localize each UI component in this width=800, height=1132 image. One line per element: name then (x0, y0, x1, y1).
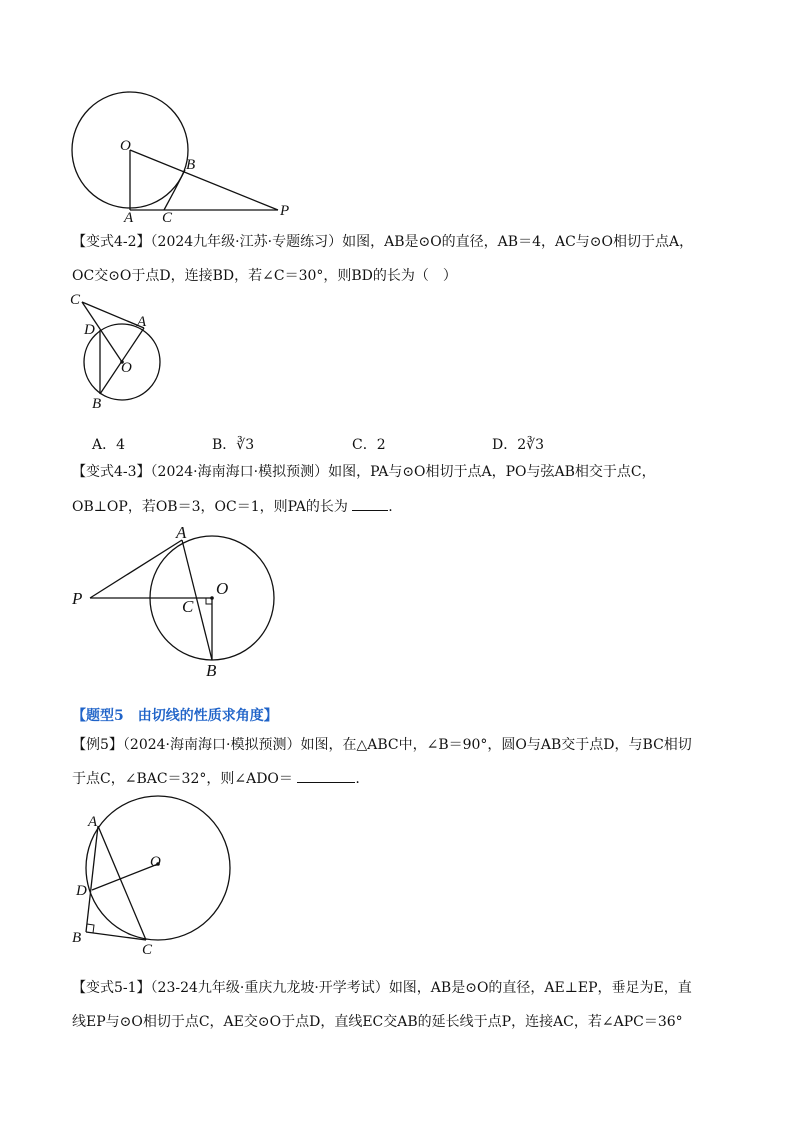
label-b: B (92, 396, 102, 412)
q43-line2 (72, 496, 393, 517)
segment-do (92, 864, 158, 890)
q42-line2 (72, 266, 457, 286)
label-o: O (216, 579, 229, 598)
label-p: P (72, 589, 83, 608)
label-c: C (182, 597, 194, 616)
label-o: O (120, 138, 131, 154)
option-a-value: 4 (116, 437, 126, 453)
arc-bc (164, 170, 185, 210)
label-d: D (84, 322, 95, 338)
q43-end: . (388, 499, 393, 515)
q42-tag: 【变式4-2】 (72, 234, 151, 250)
label-b: B (72, 930, 82, 946)
option-b-value: ∛3 (236, 437, 255, 453)
center-dot (210, 596, 214, 600)
q43-tag: 【变式4-3】 (72, 464, 151, 480)
option-a-label: A． (92, 437, 117, 453)
label-d: D (76, 883, 87, 899)
label-c: C (142, 942, 153, 958)
ex5-end: . (355, 771, 360, 787)
ex5-text1: 如图，在△ABC中，∠B＝90°，圆O与AB交于点D，与BC相切 (300, 737, 692, 753)
option-d-label: D． (492, 437, 518, 453)
option-c[interactable] (352, 434, 386, 454)
q51-text2: 线EP与⊙O相切于点C，AE交⊙O于点D，直线EC交AB的延长线于点P，连接AC，若∠APC＝36° (72, 1014, 683, 1030)
ex5-text2: 于点C，∠BAC＝32°，则∠ADO＝ (72, 771, 293, 787)
label-c: C (162, 210, 173, 225)
ex5-tag: 【例5】 (72, 737, 123, 753)
q51-text1: 如图，AB是⊙O的直径，AE⊥EP，垂足为E，直 (388, 980, 692, 996)
label-p: P (280, 203, 290, 219)
q43-line1 (72, 462, 656, 482)
q43-text1: 如图，PA与⊙O相切于点A，PO与弦AB相交于点C， (328, 464, 656, 480)
option-c-label: C． (352, 437, 377, 453)
option-d-value: 2∛3 (517, 437, 544, 453)
label-b: B (206, 661, 217, 680)
option-d[interactable] (492, 434, 544, 454)
label-a: A (137, 314, 147, 330)
q51-source: （23-24九年级·重庆九龙坡·开学考试） (150, 980, 389, 996)
figure-1-diagram (60, 90, 300, 225)
ex5-source: （2024·海南海口·模拟预测） (122, 737, 301, 753)
q43-answer-blank[interactable] (352, 496, 388, 511)
q43-text2: OB⊥OP，若OB＝3，OC＝1，则PA的长为 (72, 499, 348, 515)
option-b[interactable] (212, 434, 254, 454)
label-o: O (150, 854, 161, 870)
q43-source: （2024·海南海口·模拟预测） (150, 464, 329, 480)
label-a: A (88, 814, 98, 830)
label-c: C (70, 292, 81, 308)
label-b: B (186, 157, 196, 173)
segment-pa (90, 540, 182, 598)
segment-ab (86, 826, 98, 932)
label-o: O (121, 360, 132, 376)
ex5-line1 (72, 735, 692, 755)
q42-text1: 如图，AB是⊙O的直径，AB＝4，AC与⊙O相切于点A， (342, 234, 694, 250)
q51-line2 (72, 1012, 683, 1032)
segment-bc (86, 932, 146, 940)
option-a[interactable] (92, 434, 125, 454)
label-a: A (176, 523, 187, 542)
q51-line1 (72, 978, 692, 998)
q51-tag: 【变式5-1】 (72, 980, 151, 996)
section-heading: 【题型5 由切线的性质求角度】 (72, 708, 278, 724)
figure-2-diagram (64, 290, 174, 415)
ex5-line2 (72, 768, 360, 789)
figure-3-diagram (66, 520, 286, 680)
q42-text2: OC交⊙O于点D，连接BD，若∠C＝30°，则BD的长为（ ） (72, 268, 457, 284)
segment-op (130, 150, 278, 210)
label-a: A (124, 210, 134, 225)
option-c-value: 2 (376, 437, 386, 453)
segment-ac (98, 826, 146, 940)
q42-source: （2024九年级·江苏·专题练习） (150, 234, 343, 250)
ex5-answer-blank[interactable] (297, 768, 355, 783)
q42-line1 (72, 232, 693, 252)
figure-4-diagram (66, 790, 246, 960)
option-b-label: B． (212, 437, 237, 453)
